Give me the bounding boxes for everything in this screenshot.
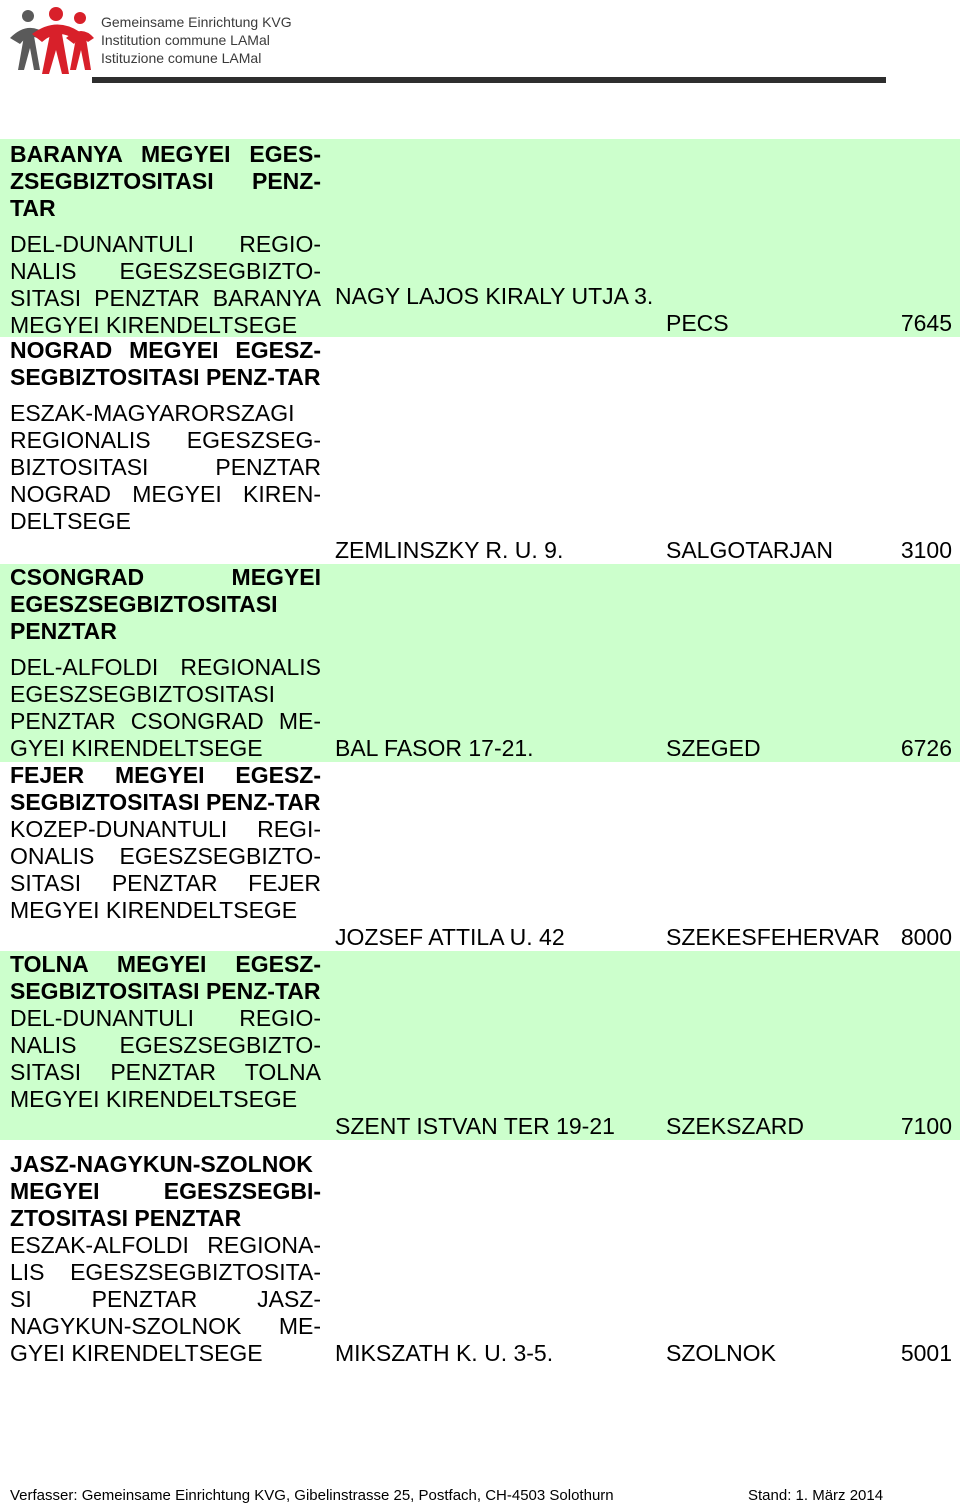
city-cell: SALGOTARJAN [666, 537, 833, 563]
insurer-name: NOGRAD MEGYEI EGESZ-SEGBIZTOSITASI PENZ-TAR [10, 337, 321, 390]
page-header [0, 0, 960, 90]
table-row [0, 337, 960, 564]
organization-name [101, 13, 292, 67]
insurer-name-cell [10, 141, 321, 339]
people-logo-icon [6, 4, 96, 76]
table-row [0, 139, 960, 337]
address-cell: JOZSEF ATTILA U. 42 [335, 924, 565, 950]
org-name-it: Istituzione comune LAMal [101, 50, 262, 66]
insurer-name-cell [10, 762, 321, 924]
address-cell: BAL FASOR 17-21. [335, 735, 534, 761]
insurer-name: TOLNA MEGYEI EGESZ-SEGBIZTOSITASI PENZ-TAR [10, 951, 321, 1004]
table-row [0, 762, 960, 951]
insurer-table [0, 139, 960, 1378]
org-name-de: Gemeinsame Einrichtung KVG [101, 14, 292, 30]
insurer-name-cell [10, 1151, 321, 1367]
branch-name: DEL-ALFOLDI REGIONALIS EGESZSEGBIZTOSITASI PENZTAR CSONGRAD ME-GYEI KIRENDELTSEGE [10, 654, 321, 761]
insurer-name-cell [10, 337, 321, 535]
city-cell: PECS [666, 310, 729, 336]
zip-cell: 7645 [900, 310, 952, 336]
table-row [0, 1140, 960, 1378]
branch-name: ESZAK-MAGYARORSZAGI REGIONALIS EGESZSEG-BIZTOSITASI PENZTAR NOGRAD MEGYEI KIREN-DELTSEGE [10, 400, 321, 534]
branch-name: KOZEP-DUNANTULI REGI-ONALIS EGESZSEGBIZTO-SITASI PENZTAR FEJER MEGYEI KIRENDELTSEGE [10, 816, 321, 923]
zip-cell: 6726 [900, 735, 952, 761]
address-cell: SZENT ISTVAN TER 19-21 [335, 1113, 615, 1139]
branch-name: DEL-DUNANTULI REGIO-NALIS EGESZSEGBIZTO-SITASI PENZTAR BARANYA MEGYEI KIRENDELTSEGE [10, 231, 321, 338]
insurer-name: JASZ-NAGYKUN-SZOLNOK MEGYEI EGESZSEGBI-ZTOSITASI PENZTAR [10, 1151, 321, 1231]
insurer-name: BARANYA MEGYEI EGES-ZSEGBIZTOSITASI PENZ-TAR [10, 141, 321, 221]
table-row [0, 564, 960, 762]
insurer-name-cell [10, 951, 321, 1113]
insurer-name: FEJER MEGYEI EGESZ-SEGBIZTOSITASI PENZ-TAR [10, 762, 321, 815]
zip-cell: 8000 [900, 924, 952, 950]
table-row [0, 951, 960, 1140]
zip-cell: 3100 [900, 537, 952, 563]
address-cell: ZEMLINSZKY R. U. 9. [335, 537, 564, 563]
city-cell: SZEGED [666, 735, 761, 761]
city-cell: SZEKESFEHERVAR [666, 924, 880, 950]
branch-name: ESZAK-ALFOLDI REGIONA-LIS EGESZSEGBIZTOSITA-SI PENZTAR JASZ-NAGYKUN-SZOLNOK ME-GYEI KIRENDELTSEGE [10, 1232, 321, 1366]
footer-date: Stand: 1. März 2014 [748, 1487, 884, 1504]
address-cell: NAGY LAJOS KIRALY UTJA 3. [335, 283, 654, 309]
footer-author: Verfasser: Gemeinsame Einrichtung KVG, Gibelinstrasse 25, Postfach, CH-4503 Solothurn [10, 1487, 614, 1504]
insurer-name: CSONGRAD MEGYEI EGESZSEGBIZTOSITASI PENZTAR [10, 564, 321, 644]
city-cell: SZOLNOK [666, 1340, 776, 1366]
org-name-fr: Institution commune LAMal [101, 32, 270, 48]
zip-cell: 5001 [900, 1340, 952, 1366]
address-cell: MIKSZATH K. U. 3-5. [335, 1340, 554, 1366]
insurer-name-cell [10, 564, 321, 762]
city-cell: SZEKSZARD [666, 1113, 805, 1139]
header-divider [92, 77, 886, 83]
zip-cell: 7100 [900, 1113, 952, 1139]
branch-name: DEL-DUNANTULI REGIO-NALIS EGESZSEGBIZTO-SITASI PENZTAR TOLNA MEGYEI KIRENDELTSEGE [10, 1005, 321, 1112]
